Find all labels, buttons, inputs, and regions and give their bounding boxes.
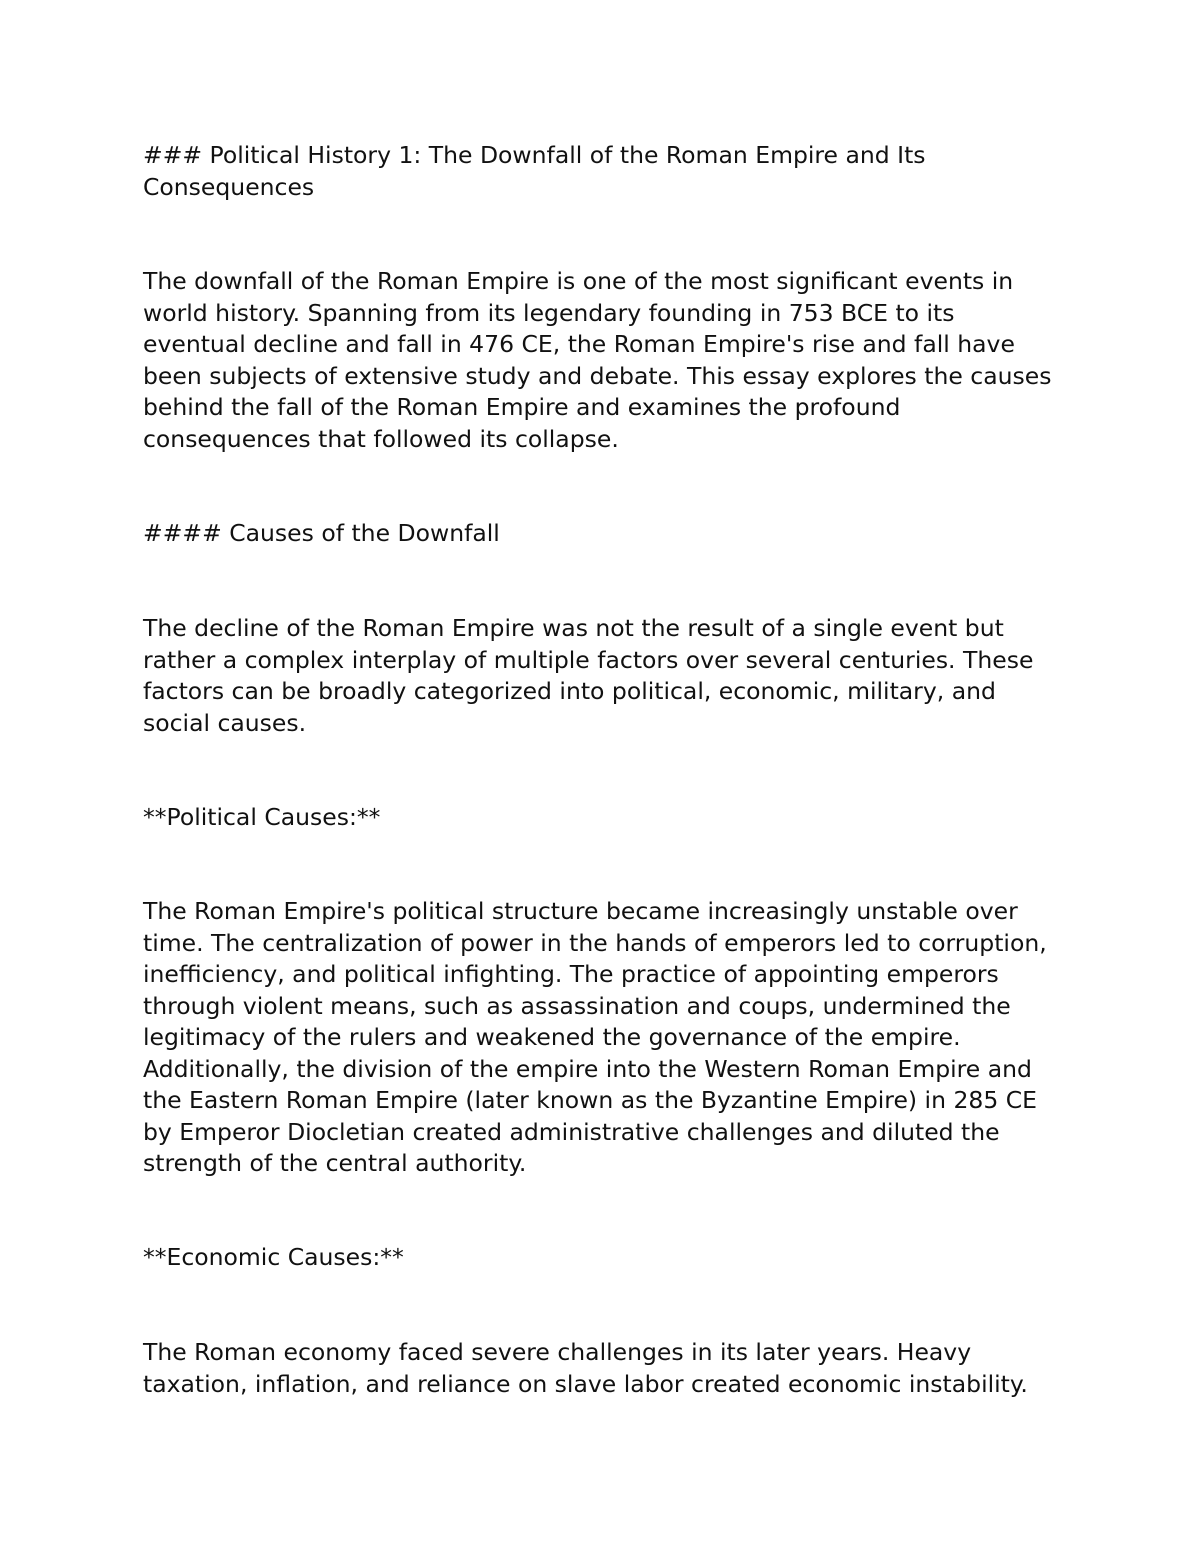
causes-paragraph — [143, 613, 1073, 739]
text-line: Additionally, the division of the empire into the Western Roman Empire and — [143, 1054, 1032, 1083]
text-line: #### Causes of the Downfall — [143, 519, 500, 547]
text-line: factors can be broadly categorized into political, economic, military, and — [143, 677, 996, 705]
text-line: legitimacy of the rulers and weakened the governance of the empire. — [143, 1023, 961, 1051]
text-line: **Economic Causes:** — [143, 1243, 404, 1271]
text-line: Consequences — [143, 172, 315, 201]
text-line: **Political Causes:** — [143, 803, 381, 831]
political-causes-heading — [143, 802, 1073, 834]
causes-heading — [143, 518, 1073, 550]
text-line: rather a complex interplay of multiple factors over several centuries. These — [143, 645, 1034, 674]
text-line: consequences that followed its collapse. — [143, 424, 619, 453]
economic-causes-heading — [143, 1242, 1073, 1274]
text-line: by Emperor Diocletian created administrative challenges and diluted the — [143, 1117, 1000, 1146]
political-causes-paragraph — [143, 896, 1073, 1180]
text-line: The Roman economy faced severe challenges in its later years. Heavy — [143, 1338, 972, 1366]
text-line: The Roman Empire's political structure became increasingly unstable over — [143, 897, 1018, 925]
text-line: The decline of the Roman Empire was not the result of a single event but — [143, 614, 1004, 642]
text-line: world history. Spanning from its legendary founding in 753 BCE to its — [143, 298, 955, 327]
text-line: been subjects of extensive study and debate. This essay explores the causes — [143, 361, 1052, 390]
text-line: social causes. — [143, 708, 307, 737]
text-line: strength of the central authority. — [143, 1149, 527, 1177]
text-line: behind the fall of the Roman Empire and examines the profound — [143, 393, 901, 421]
text-line: taxation, inflation, and reliance on slave labor created economic instability. — [143, 1369, 1028, 1398]
text-line: inefficiency, and political infighting. The practice of appointing emperors — [143, 960, 999, 988]
text-line: time. The centralization of power in the hands of emperors led to corruption, — [143, 928, 1047, 957]
text-line: ### Political History 1: The Downfall of the Roman Empire and Its — [143, 141, 926, 169]
text-line: the Eastern Roman Empire (later known as the Byzantine Empire) in 285 CE — [143, 1086, 1038, 1114]
document-title — [143, 140, 1073, 203]
economic-causes-paragraph — [143, 1337, 1073, 1400]
text-line: The downfall of the Roman Empire is one of the most significant events in — [143, 267, 1014, 295]
text-line: eventual decline and fall in 476 CE, the Roman Empire's rise and fall have — [143, 330, 1015, 358]
intro-paragraph — [143, 266, 1073, 455]
text-line: through violent means, such as assassination and coups, undermined the — [143, 991, 1011, 1020]
